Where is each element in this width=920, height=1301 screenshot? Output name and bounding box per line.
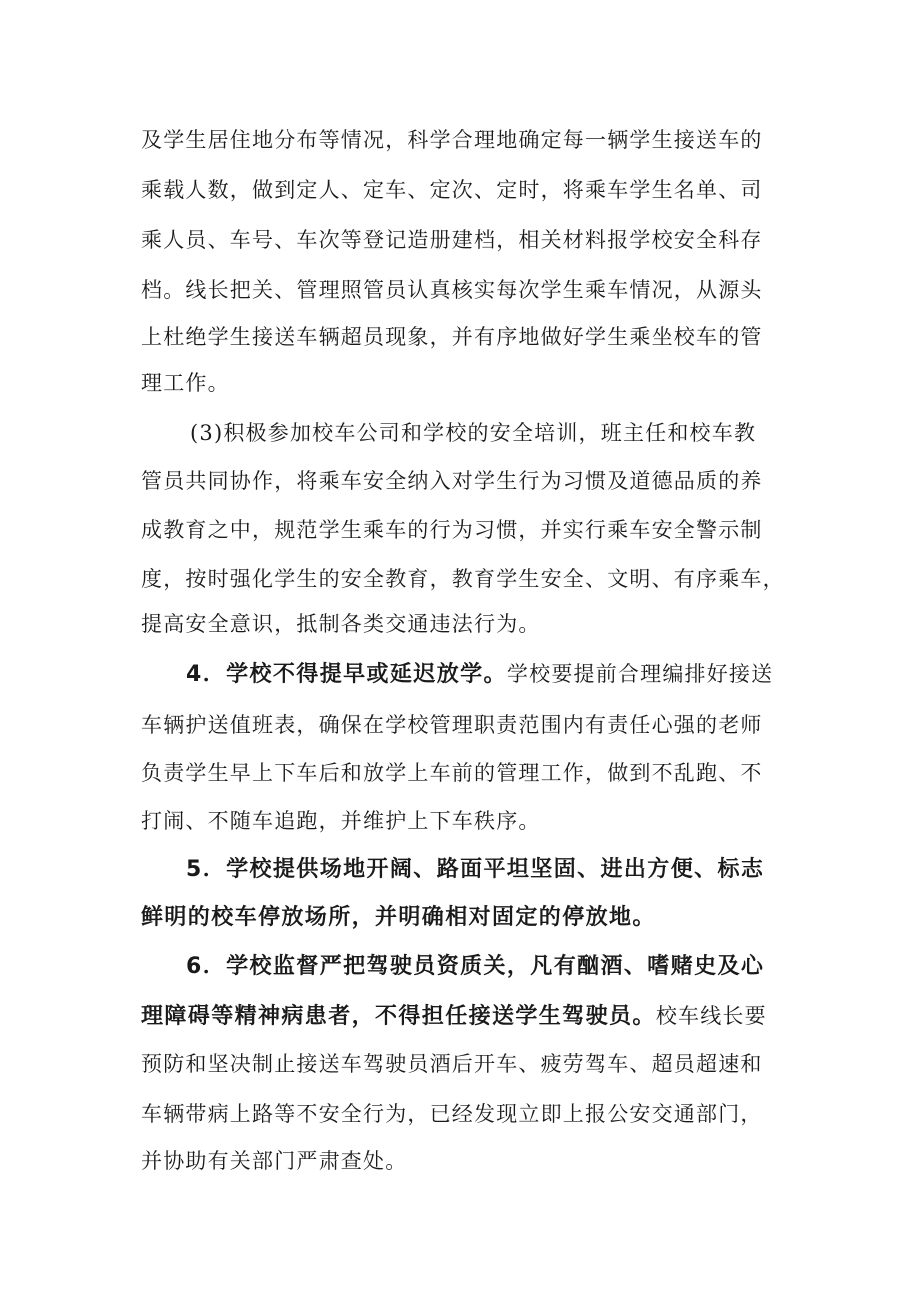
item-4-first-line <box>186 661 773 688</box>
item-4-text: 学校要提前合理编排好接送 <box>506 662 774 686</box>
body-text-line: 乘人员、车号、车次等登记造册建档，相关材料报学校安全科存 <box>141 228 763 252</box>
body-text-line: 管员共同协作，将乘车安全纳入对学生行为习惯及道德品质的养 <box>141 469 763 493</box>
item-6-heading-continued: 理障碍等精神病患者，不得担任接送学生驾驶员。 <box>141 1004 656 1029</box>
sub-item-3-first-line: (3)积极参加校车公司和学校的安全培训，班主任和校车教 <box>190 421 757 445</box>
body-text-line: 档。线长把关、管理照管员认真核实每次学生乘车情况，从源头 <box>141 278 763 302</box>
item-6-second-line <box>141 1003 767 1030</box>
body-text-line: 负责学生早上下车后和放学上车前的管理工作，做到不乱跑、不 <box>141 761 763 785</box>
item-4-heading: 4．学校不得提早或延迟放学。 <box>186 662 507 687</box>
body-text-line: 车辆带病上路等不安全行为，已经发现立即上报公安交通部门， <box>141 1102 763 1126</box>
body-text-line: 上杜绝学生接送车辆超员现象，并有序地做好学生乘坐校车的管 <box>141 325 763 349</box>
item-6-heading-line: 6．学校监督严把驾驶员资质关，凡有酗酒、嗜赌史及心 <box>186 954 765 979</box>
body-text-line: 并协助有关部门严肃查处。 <box>141 1149 408 1173</box>
body-text-line: 理工作。 <box>141 371 230 395</box>
body-text-line: 度，按时强化学生的安全教育，教育学生安全、文明、有序乘车， <box>141 567 785 591</box>
item-5-heading-line: 鲜明的校车停放场所，并明确相对固定的停放地。 <box>141 905 656 930</box>
body-text-line: 预防和坚决制止接送车驾驶员酒后开车、疲劳驾车、超员超速和 <box>141 1052 763 1076</box>
body-text-line: 车辆护送值班表，确保在学校管理职责范围内有责任心强的老师 <box>141 713 763 737</box>
body-text-line: 打闹、不随车追跑，并维护上下车秩序。 <box>141 809 541 833</box>
body-text-line: 及学生居住地分布等情况，科学合理地确定每一辆学生接送车的 <box>141 128 763 152</box>
body-text-line: 提高安全意识，抵制各类交通违法行为。 <box>141 612 541 636</box>
item-6-text: 校车线长要 <box>655 1004 767 1028</box>
item-5-heading-line: 5．学校提供场地开阔、路面平坦坚固、进出方便、标志 <box>186 857 765 882</box>
body-text-line: 成教育之中，规范学生乘车的行为习惯，并实行乘车安全警示制 <box>141 518 763 542</box>
body-text-line: 乘载人数，做到定人、定车、定次、定时，将乘车学生名单、司 <box>141 178 763 202</box>
